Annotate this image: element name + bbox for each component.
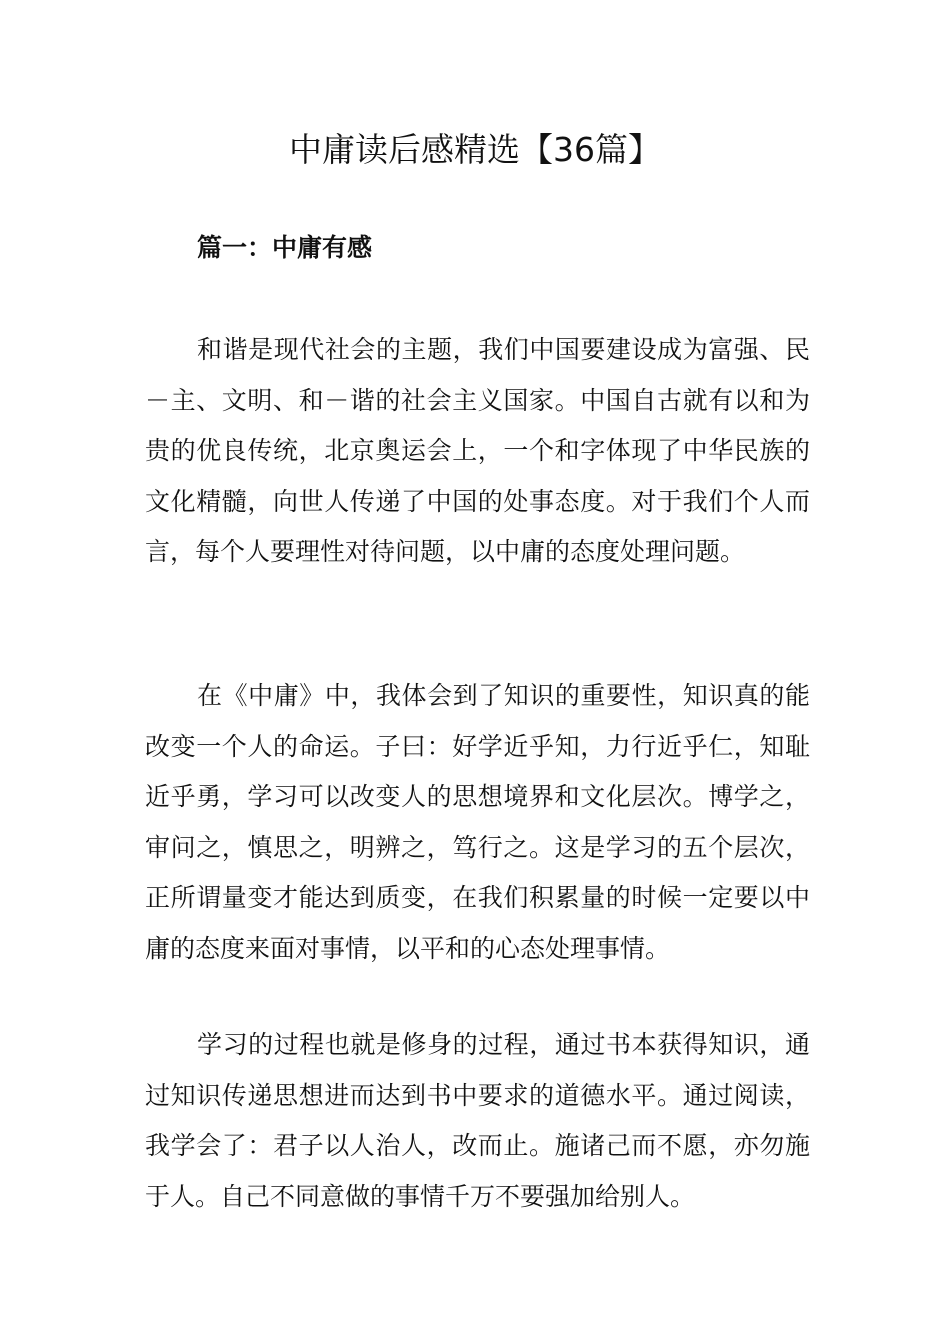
paragraph-1: 和谐是现代社会的主题，我们中国要建设成为富强、民－主、文明、和－谐的社会主义国家。中国自古就有以和为贵的优良传统，北京奥运会上，一个和字体现了中华民族的文化精髓，向世人传递了中国的处事态度。对于我们个人而言，每个人要理性对待问题，以中庸的态度处理问题。 xyxy=(145,335,810,566)
paragraph-3: 学习的过程也就是修身的过程，通过书本获得知识，通过知识传递思想进而达到书中要求的道德水平。通过阅读，我学会了：君子以人治人，改而止。施诸己而不愿，亦勿施于人。自己不同意做的事情千万不要强加给别人。 xyxy=(145,1030,810,1211)
document-title: 中庸读后感精选【36篇】 xyxy=(289,130,661,169)
paragraph-2: 在《中庸》中，我体会到了知识的重要性，知识真的能改变一个人的命运。子曰：好学近乎知，力行近乎仁，知耻近乎勇，学习可以改变人的思想境界和文化层次。博学之，审问之，慎思之，明辨之，笃行之。这是学习的五个层次，正所谓量变才能达到质变，在我们积累量的时候一定要以中庸的态度来面对事情，以平和的心态处理事情。 xyxy=(145,681,810,963)
section-heading: 篇一：中庸有感 xyxy=(197,233,373,262)
